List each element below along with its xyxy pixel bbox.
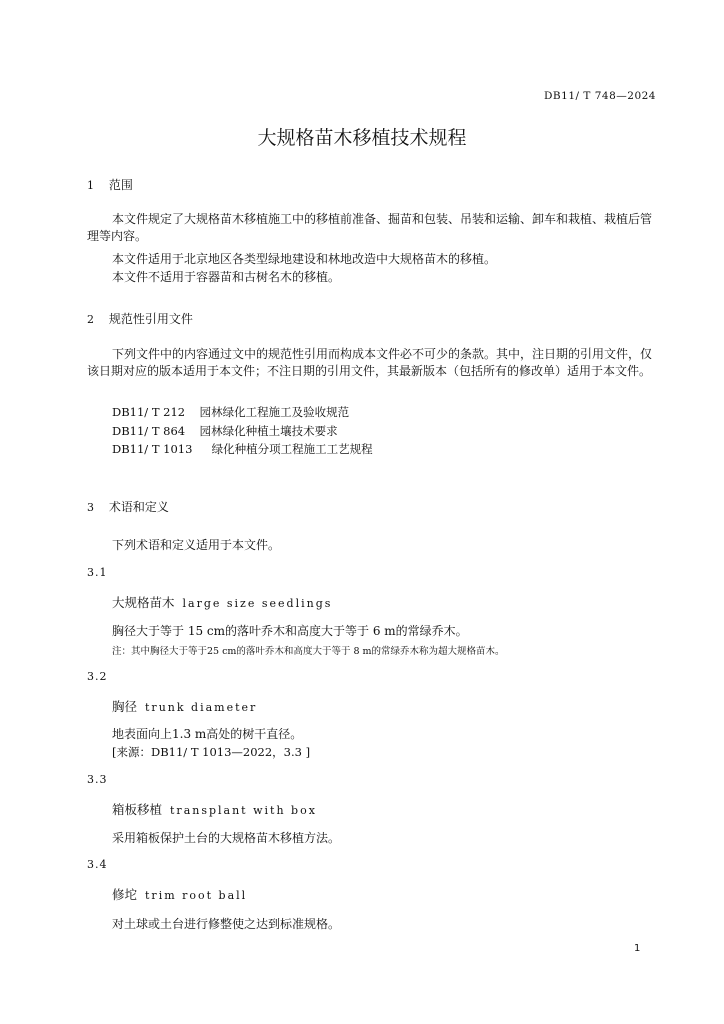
reference-code: DB11/ T 212 — [112, 405, 186, 419]
reference-item — [112, 404, 349, 420]
reference-item — [112, 423, 338, 439]
term-name-en: trunk diameter — [145, 701, 258, 714]
section-number: 1 — [87, 179, 94, 192]
document-code: DB11/ T 748—2024 — [544, 90, 656, 102]
reference-code: DB11/ T 864 — [112, 424, 186, 438]
term-definition: 胸径大于等于 15 cm的落叶乔木和高度大于等于 6 m的常绿乔木。 — [112, 624, 468, 638]
section-heading-1 — [87, 176, 133, 193]
term-note: 注：其中胸径大于等于25 cm的落叶乔木和高度大于等于 8 m的常绿乔木称为超大规格苗木。 — [112, 646, 505, 657]
term-definition: 采用箱板保护土台的大规格苗木移植方法。 — [112, 831, 341, 845]
document-title: 大规格苗木移植技术规程 — [257, 127, 467, 149]
paragraph: 下列术语和定义适用于本文件。 — [112, 538, 281, 552]
paragraph: 本文件规定了大规格苗木移植施工中的移植前准备、掘苗和包装、吊装和运输、卸车和栽植、栽植后管理等内容。 — [87, 212, 653, 243]
paragraph: 下列文件中的内容通过文中的规范性引用而构成本文件必不可少的条款。其中，注日期的引用文件，仅该日期对应的版本适用于本文件；不注日期的引用文件，其最新版本（包括所有的修改单）适用于本文件。 — [87, 347, 653, 378]
section-title: 范围 — [108, 178, 133, 192]
term-heading — [112, 593, 332, 611]
reference-code: DB11/ T 1013 — [112, 442, 193, 456]
paragraph: 本文件适用于北京地区各类型绿地建设和林地改造中大规格苗木的移植。 — [112, 252, 497, 266]
section-heading-3 — [87, 498, 169, 515]
reference-name: 绿化种植分项工程施工工艺规程 — [211, 442, 373, 456]
page-number: 1 — [634, 943, 641, 954]
term-number: 3.1 — [87, 566, 108, 579]
term-definition: 地表面向上1.3 m高处的树干直径。 — [112, 727, 303, 741]
section-title: 规范性引用文件 — [108, 312, 193, 326]
term-name-en: large size seedlings — [182, 597, 333, 610]
term-name-zh: 胸径 — [112, 699, 138, 714]
section-number: 3 — [87, 501, 94, 514]
reference-name: 园林绿化工程施工及验收规范 — [199, 405, 350, 419]
term-number: 3.3 — [87, 773, 108, 786]
term-name-en: trim root ball — [145, 889, 248, 902]
section-number: 2 — [87, 313, 94, 326]
term-heading — [112, 885, 247, 903]
paragraph: 本文件不适用于容器苗和古树名木的移植。 — [112, 270, 341, 284]
term-source: [来源：DB11/ T 1013—2022，3.3 ] — [112, 745, 311, 759]
section-title: 术语和定义 — [108, 500, 169, 514]
term-number: 3.2 — [87, 670, 108, 683]
term-name-zh: 修坨 — [112, 887, 138, 902]
reference-name: 园林绿化种植土壤技术要求 — [199, 424, 338, 438]
term-definition: 对土球或土台进行修整使之达到标准规格。 — [112, 917, 341, 931]
section-heading-2 — [87, 310, 193, 327]
term-name-en: transplant with box — [170, 804, 317, 817]
term-name-zh: 大规格苗木 — [112, 595, 175, 610]
reference-item — [112, 441, 373, 457]
term-name-zh: 箱板移植 — [112, 802, 163, 817]
term-heading — [112, 800, 317, 818]
term-heading — [112, 697, 257, 715]
term-number: 3.4 — [87, 858, 108, 871]
